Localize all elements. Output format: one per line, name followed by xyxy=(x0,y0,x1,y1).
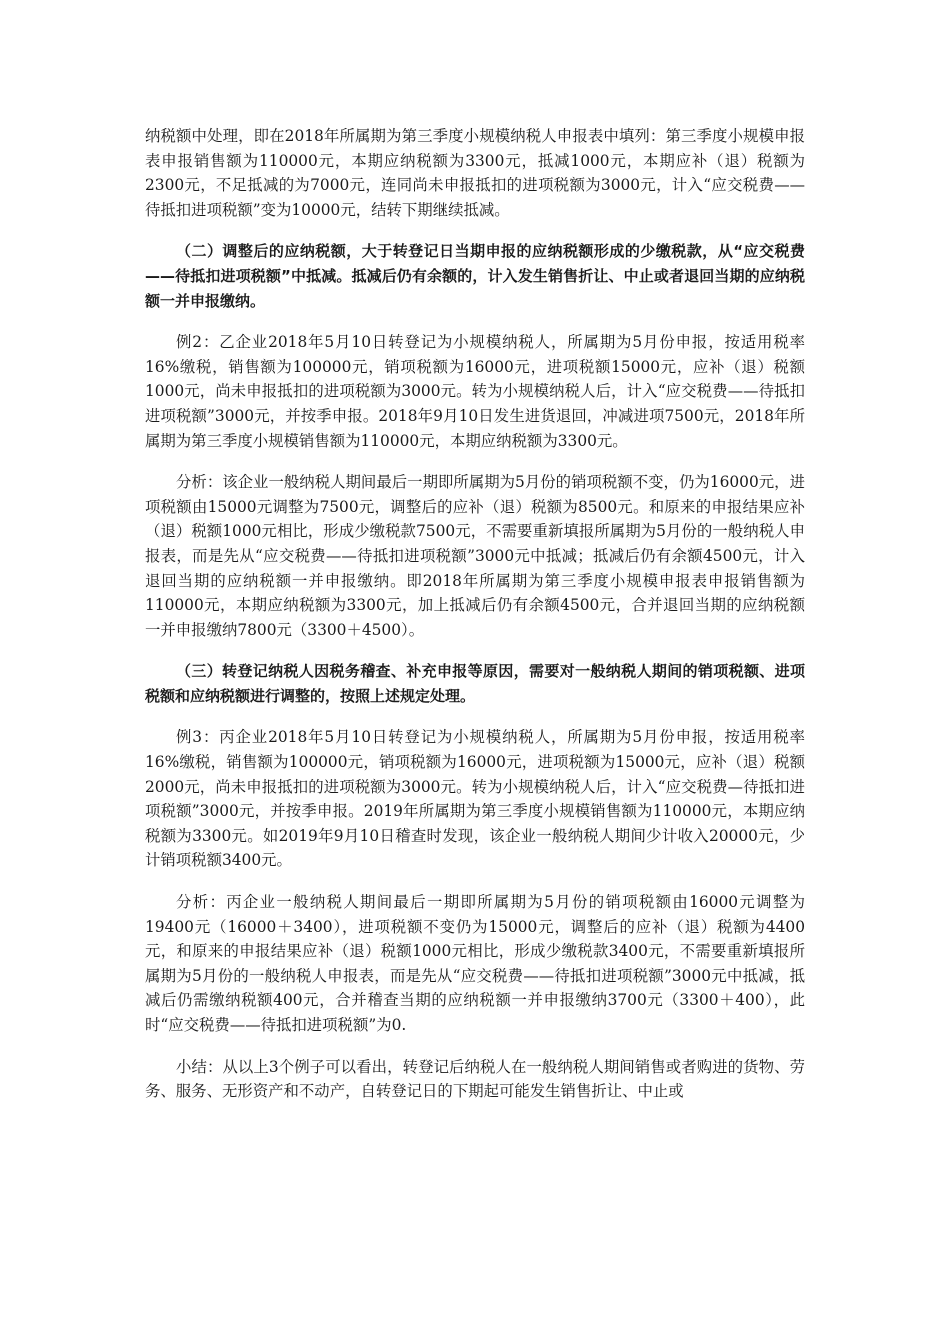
section-heading-2: （二）调整后的应纳税额，大于转登记日当期申报的应纳税额形成的少缴税款，从“应交税费——待抵扣进项税额”中抵减。抵减后仍有余额的，计入发生销售折让、中止或者退回当期的应纳税额一并申报缴纳。 xyxy=(145,242,805,310)
summary: 小结：从以上3个例子可以看出，转登记后纳税人在一般纳税人期间销售或者购进的货物、劳务、服务、无形资产和不动产，自转登记日的下期起可能发生销售折让、中止或 xyxy=(145,1057,805,1101)
paragraph-continuation: 纳税额中处理，即在2018年所属期为第三季度小规模纳税人申报表中填列：第三季度小规模申报表申报销售额为110000元，本期应纳税额为3300元，抵减1000元，本期应补（退）税额为2300元，不足抵减的为7000元，连同尚未申报抵扣的进项税额为3000元，计入“应交税费——待抵扣进项税额”变为10000元，结转下期继续抵减。 xyxy=(145,127,805,219)
example-2: 例2：乙企业2018年5月10日转登记为小规模纳税人，所属期为5月份申报，按适用税率16%缴税，销售额为100000元，销项税额为16000元，进项税额15000元，应补（退）税额1000元，尚未申报抵扣的进项税额为3000元。转为小规模纳税人后，计入“应交税费——待抵扣进项税额”3000元，并按季申报。2018年9月10日发生进货退回，冲减进项7500元，2018年所属期为第三季度小规模销售额为110000元，本期应纳税额为3300元。 xyxy=(145,333,805,450)
document-body xyxy=(145,124,805,1121)
analysis-2: 分析：该企业一般纳税人期间最后一期即所属期为5月份的销项税额不变，仍为16000元，进项税额由15000元调整为7500元，调整后的应补（退）税额为8500元。和原来的申报结果应补（退）税额1000元相比，形成少缴税款7500元，不需要重新填报所属期为5月份的一般纳税人申报表，而是先从“应交税费——待抵扣进项税额”3000元中抵减；抵减后仍有余额4500元，计入退回当期的应纳税额一并申报缴纳。即2018年所属期为第三季度小规模申报表申报销售额为110000元，本期应纳税额为3300元，加上抵减后仍有余额4500元，合并退回当期的应纳税额一并申报缴纳7800元（3300＋4500）。 xyxy=(145,473,805,639)
analysis-3: 分析：丙企业一般纳税人期间最后一期即所属期为5月份的销项税额由16000元调整为19400元（16000＋3400），进项税额不变仍为15000元，调整后的应补（退）税额为4400元，和原来的申报结果应补（退）税额1000元相比，形成少缴税款3400元，不需要重新填报所属期为5月份的一般纳税人申报表，而是先从“应交税费——待抵扣进项税额”3000元中抵减，抵减后仍需缴纳税额400元，合并稽查当期的应纳税额一并申报缴纳3700元（3300＋400），此时“应交税费——待抵扣进项税额”为0. xyxy=(145,893,805,1034)
section-heading-3: （三）转登记纳税人因税务稽查、补充申报等原因，需要对一般纳税人期间的销项税额、进项税额和应纳税额进行调整的，按照上述规定处理。 xyxy=(145,662,805,705)
example-3: 例3：丙企业2018年5月10日转登记为小规模纳税人，所属期为5月份申报，按适用税率16%缴税，销售额为100000元，销项税额为16000元，进项税额为15000元，应补（退）税额2000元，尚未申报抵扣的进项税额为3000元。转为小规模纳税人后，计入“应交税费—待抵扣进项税额”3000元，并按季申报。2019年所属期为第三季度小规模销售额为110000元，本期应纳税额为3300元。如2019年9月10日稽查时发现，该企业一般纳税人期间少计收入20000元，少计销项税额3400元。 xyxy=(145,728,805,870)
